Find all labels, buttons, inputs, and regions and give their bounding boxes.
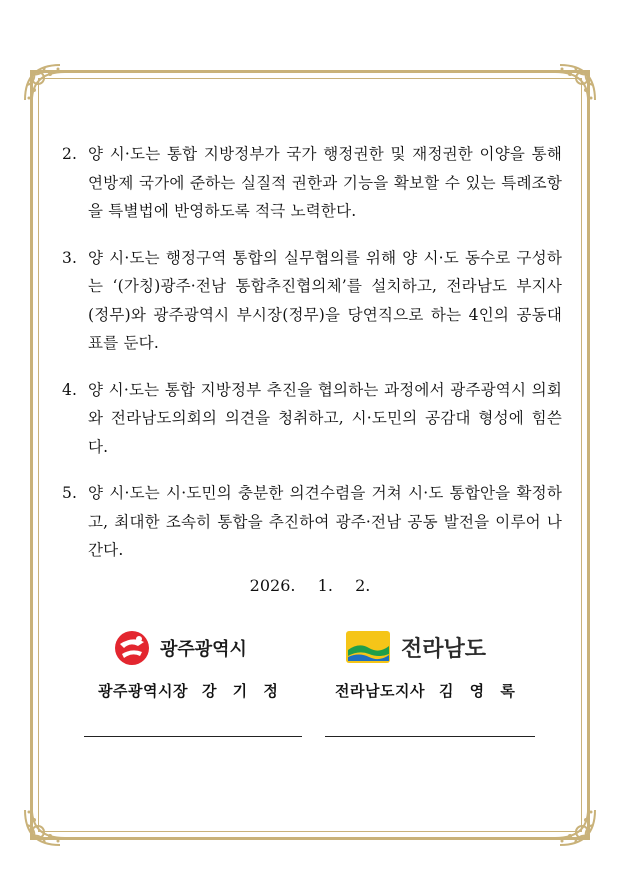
jeonnam-logo <box>345 630 486 664</box>
signature-line <box>325 736 535 737</box>
agreement-item-3 <box>62 244 562 358</box>
corner-ornament-icon <box>20 780 90 850</box>
signing-date: 2026. 1. 2. <box>249 576 371 595</box>
agreement-item-4 <box>62 376 562 462</box>
corner-ornament-icon <box>20 60 90 130</box>
gwangju-logo <box>112 630 247 666</box>
corner-ornament-icon <box>530 60 600 130</box>
item-number: 2. <box>62 145 78 163</box>
signature-line <box>84 736 302 737</box>
signer-name: 김 영 록 <box>438 682 516 700</box>
item-text: 양 시·도는 행정구역 통합의 실무협의를 위해 양 시·도 동수로 구성하는 ‘(가칭)광주·전남 통합추진협의체’를 설치하고, 전라남도 부지사(정무)와 광주광역시 부시장(정무)을 당연직으로 하는 4인의 공동대표를 둔다. <box>88 248 562 352</box>
corner-ornament-icon <box>530 780 600 850</box>
item-number: 4. <box>62 380 78 399</box>
signer-title: 전라남도지사 <box>335 682 425 700</box>
item-number: 5. <box>62 484 78 502</box>
jeonnam-wordmark: 전라남도 <box>401 636 487 662</box>
gwangju-wordmark: 광주광역시 <box>160 639 247 660</box>
item-text: 양 시·도는 통합 지방정부가 국가 행정권한 및 재정권한 이양을 통해 연방제 국가에 준하는 실질적 권한과 기능을 확보할 수 있는 특례조항을 특별법에 반영하도록 적극 노력한다. <box>88 145 562 220</box>
signer-name: 강 기 정 <box>201 682 279 700</box>
item-text: 양 시·도는 시·도민의 충분한 의견수렴을 거쳐 시·도 통합안을 확정하고, 최대한 조속히 통합을 추진하여 광주·전남 공동 발전을 이루어 나간다. <box>88 484 562 559</box>
gwangju-emblem-icon <box>112 630 152 666</box>
item-number: 3. <box>62 248 78 267</box>
agreement-items <box>62 140 562 583</box>
agreement-item-5 <box>62 479 562 565</box>
jeonnam-emblem-icon <box>345 630 391 664</box>
gwangju-signer <box>98 680 278 701</box>
jeonnam-signer <box>335 680 515 701</box>
item-text: 양 시·도는 통합 지방정부 추진을 협의하는 과정에서 광주광역시 의회와 전라남도의회의 의견을 청취하고, 시·도민의 공감대 형성에 힘쓴다. <box>88 380 562 456</box>
signer-title: 광주광역시장 <box>98 682 188 700</box>
agreement-item-2 <box>62 140 562 226</box>
